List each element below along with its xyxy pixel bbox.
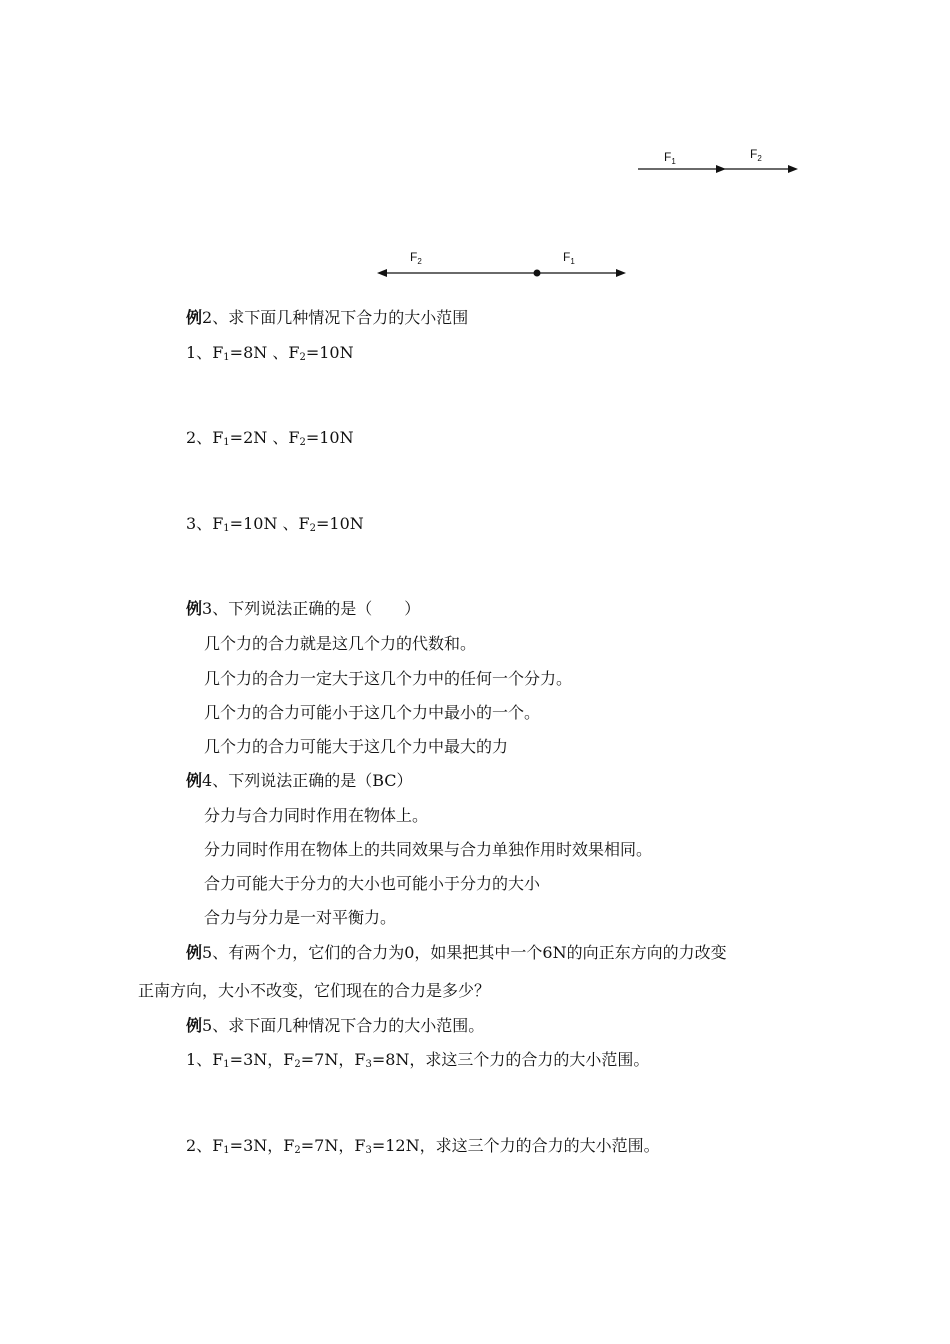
example-5a-line-2: 正南方向，大小不改变，它们现在的合力是多少？ — [138, 981, 491, 1000]
example-number: 2 — [202, 308, 213, 327]
force-diagrams — [0, 0, 950, 300]
example-2-item-2: 2、$F_1=2N$ 、$F_2=10N$ — [186, 428, 354, 448]
example-label: 例 — [186, 308, 203, 327]
example-2-item-1: 1、$F_1=8N$ 、$F_2=10N$ — [186, 343, 354, 363]
f1-arrowhead — [616, 269, 626, 277]
f2-label: $F_2$ — [750, 147, 762, 163]
example-3-option-2: 几个力的合力一定大于这几个力中的任何一个分力。 — [204, 669, 573, 688]
diagram-opposite-direction — [377, 250, 626, 277]
example-text: 、求下面几种情况下合力的大小范围。 — [212, 1016, 485, 1035]
example-2-item-3: 3、$F_1=10N$ 、$F_2=10N$ — [186, 514, 364, 534]
example-label: 例 — [186, 1016, 203, 1035]
diagram-same-direction — [638, 147, 798, 173]
example-number: 3 — [202, 599, 213, 618]
point-of-action — [534, 270, 541, 277]
example-2-heading — [186, 308, 468, 328]
example-5a-line-1 — [186, 943, 727, 963]
example-5b-item-2: 2、$F_1=3N$，$F_2=7N$，$F_3=12N$，求这三个力的合力的大小范围。 — [186, 1136, 660, 1156]
f1-label: $F_1$ — [563, 250, 575, 266]
example-number: 5 — [202, 943, 213, 962]
example-4-option-4: 合力与分力是一对平衡力。 — [204, 908, 397, 927]
example-4-option-1: 分力与合力同时作用在物体上。 — [204, 806, 429, 825]
example-3-heading — [186, 599, 420, 619]
example-text: 、有两个力，它们的合力为0，如果把其中一个6N的向正东方向的力改变 — [212, 943, 727, 962]
example-4-heading — [186, 771, 413, 791]
example-text: 、下列说法正确的是（BC） — [212, 771, 413, 790]
example-text: 、求下面几种情况下合力的大小范围 — [212, 308, 469, 327]
example-5b-item-1: 1、$F_1=3N$，$F_2=7N$，$F_3=8N$，求这三个力的合力的大小范围。 — [186, 1050, 650, 1070]
example-3-option-1: 几个力的合力就是这几个力的代数和。 — [204, 634, 477, 653]
example-3-option-4: 几个力的合力可能大于这几个力中最大的力 — [204, 737, 509, 756]
example-label: 例 — [186, 599, 203, 618]
f2-label: $F_2$ — [410, 250, 422, 266]
f1-label: $F_1$ — [664, 150, 676, 166]
example-label: 例 — [186, 943, 203, 962]
example-5b-heading — [186, 1016, 484, 1036]
example-number: 5 — [202, 1016, 213, 1035]
f2-arrowhead — [788, 165, 798, 173]
example-4-option-3: 合力可能大于分力的大小也可能小于分力的大小 — [204, 874, 541, 893]
example-text: 、下列说法正确的是（ ） — [212, 599, 421, 618]
example-label: 例 — [186, 771, 203, 790]
example-number: 4 — [202, 771, 213, 790]
example-3-option-3: 几个力的合力可能小于这几个力中最小的一个。 — [204, 703, 541, 722]
f2-arrowhead — [377, 269, 387, 277]
example-4-option-2: 分力同时作用在物体上的共同效果与合力单独作用时效果相同。 — [204, 840, 653, 859]
